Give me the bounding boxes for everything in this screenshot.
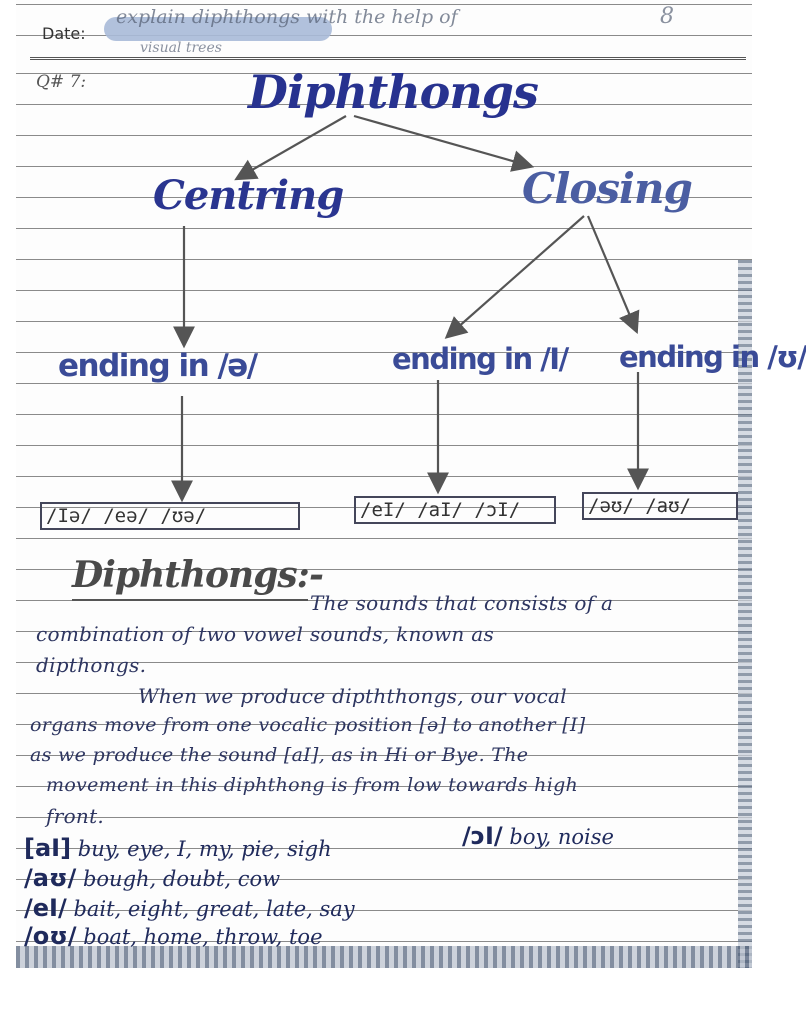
- arrow-to-closing: [354, 116, 530, 166]
- arrow-to-ending-i: [448, 216, 584, 336]
- definition-line: as we produce the sound [aI], as in Hi or Bye. The: [30, 744, 529, 766]
- definition-line: front.: [46, 804, 105, 828]
- example-words: boat, home, throw, toe: [83, 925, 323, 949]
- definition-line: The sounds that consists of a: [310, 591, 614, 615]
- example-words: buy, eye, I, my, pie, sigh: [77, 837, 332, 861]
- closing-i-examples-box: /eI/ /aI/ /ɔI/: [354, 496, 556, 524]
- definition-line: combination of two vowel sounds, known as: [36, 622, 495, 646]
- definition-line: When we produce dipththongs, our vocal: [138, 684, 567, 708]
- question-label: Q# 7:: [36, 72, 87, 92]
- definition-heading: Diphthongs:-: [72, 554, 323, 596]
- centring-label: Centring: [153, 172, 344, 219]
- example-symbol: [aI]: [24, 834, 72, 862]
- date-label: Date:: [42, 24, 86, 43]
- definition-line: dipthongs.: [36, 653, 147, 677]
- question-heading-text-2: visual trees: [140, 40, 222, 56]
- example-words: bough, doubt, cow: [82, 867, 281, 891]
- example-words: boy, noise: [509, 825, 614, 849]
- example-line: [24, 922, 323, 950]
- example-line: [24, 894, 355, 922]
- definition-line: movement in this diphthong is from low towards high: [46, 774, 579, 796]
- example-symbol: /ɔI/: [462, 822, 503, 850]
- ending-u-label: ending in /ʊ/: [619, 340, 806, 374]
- closing-u-examples-box: /əʊ/ /aʊ/: [582, 492, 738, 520]
- example-symbol: /oʊ/: [24, 922, 77, 950]
- notebook-page: [16, 0, 806, 968]
- example-line: [24, 864, 280, 892]
- example-symbol: /eI/: [24, 894, 67, 922]
- definition-line: organs move from one vocalic position [ə] to another [I]: [30, 714, 586, 736]
- example-symbol: /aʊ/: [24, 864, 77, 892]
- example-line: [24, 834, 332, 862]
- arrow-to-centring: [238, 116, 346, 178]
- example-words: bait, eight, great, late, say: [73, 897, 355, 921]
- definition-heading-underline: [72, 599, 308, 601]
- example-line: [462, 822, 614, 850]
- page-number: 8: [660, 4, 674, 29]
- ending-schwa-label: ending in /ə/: [58, 348, 257, 384]
- centring-examples-box: /Iə/ /eə/ /ʊə/: [40, 502, 300, 530]
- tree-title: Diphthongs: [248, 65, 538, 119]
- question-heading-text: explain diphthongs with the help of: [116, 6, 458, 28]
- ending-i-label: ending in /I/: [392, 342, 568, 376]
- closing-label: Closing: [522, 164, 692, 213]
- arrow-to-ending-u: [588, 216, 636, 330]
